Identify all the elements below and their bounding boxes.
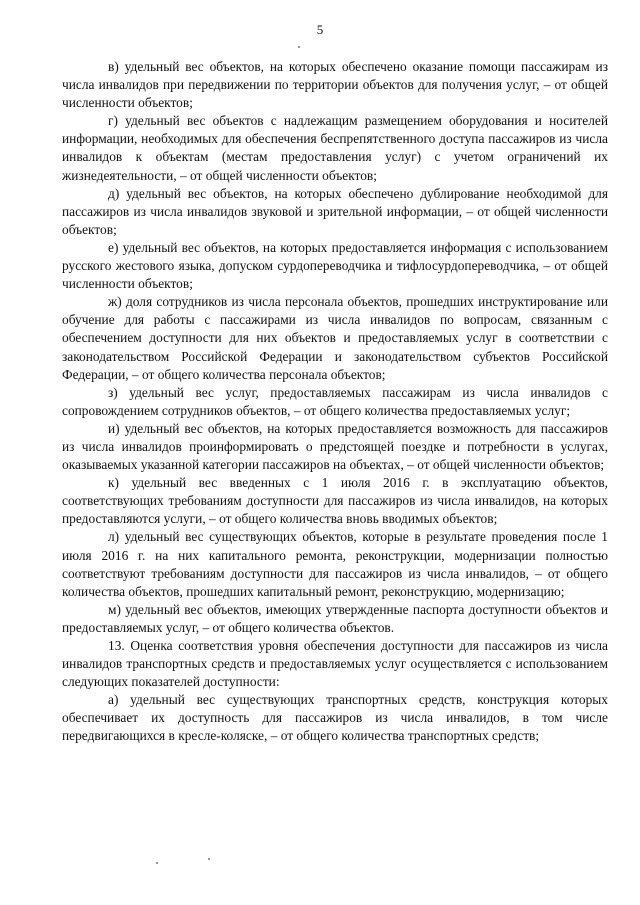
paragraph-d: д) удельный вес объектов, на которых обеспечено дублирование необходимой для пассажиров из числа инвалидов звуковой и зрительной информации, – от общей численности объектов; <box>62 185 608 237</box>
document-body <box>62 58 608 746</box>
paragraph-k: к) удельный вес введенных с 1 июля 2016 г. в эксплуатацию объектов, соответствующих требованиям доступности для пассажиров из числа инвалидов, на которых предоставляются услуги, – от общего количества вновь вводимых объектов; <box>62 475 608 527</box>
paragraph-m: м) удельный вес объектов, имеющих утвержденные паспорта доступности объектов и предоставляемых услуг, – от общего количества объектов. <box>62 601 608 635</box>
paragraph-13: 13. Оценка соответствия уровня обеспечения доступности для пассажиров из числа инвалидов транспортных средств и предоставляемых услуг осуществляется с использованием следующих показателей доступности: <box>62 638 608 690</box>
paragraph-i: и) удельный вес объектов, на которых предоставляется возможность для пассажиров из числа инвалидов проинформировать о предстоящей поездке и потребности в услугах, оказываемых указанной категории пассажиров на объектах, – от общей численности объектов; <box>62 420 608 473</box>
paragraph-v: в) удельный вес объектов, на которых обеспечено оказание помощи пассажирам из числа инвалидов при передвижении по территории объектов для получения услуг, – от общей численности объектов; <box>62 59 608 111</box>
paragraph-z: з) удельный вес услуг, предоставляемых пассажирам из числа инвалидов с сопровождением сотрудников объектов, – от общего количества предоставляемых услуг; <box>62 384 608 418</box>
scan-speck <box>298 46 300 48</box>
scan-speck <box>208 858 210 860</box>
paragraph-zh: ж) доля сотрудников из числа персонала объектов, прошедших инструктирование или обучение для работы с пассажирами из числа инвалидов по вопросам, связанным с обеспечением доступности для них объектов и предоставляемых услуг в соответствии с законодательством Российской Федерации и законодательством субъектов Российской Федерации, – от общего количества персонала объектов; <box>62 294 608 382</box>
paragraph-e: е) удельный вес объектов, на которых предоставляется информация с использованием русского жестового языка, допуском сурдопереводчика и тифлосурдопереводчика, – от общей численности объектов; <box>62 239 608 292</box>
paragraph-a: а) удельный вес существующих транспортных средств, конструкция которых обеспечивает их доступность для пассажиров из числа инвалидов, в том числе передвигающихся в кресле-коляске, – от общего количества транспортных средств; <box>62 692 608 744</box>
paragraph-g: г) удельный вес объектов с надлежащим размещением оборудования и носителей информации, необходимых для обеспечения беспрепятственного доступа пассажиров из числа инвалидов к объектам (местам предоставления услуг) с учетом ограничений их жизнедеятельности, – от общей численности объектов; <box>62 113 608 183</box>
page-number: 5 <box>316 22 324 37</box>
scan-speck <box>156 862 158 864</box>
paragraph-l: л) удельный вес существующих объектов, которые в результате проведения после 1 июля 2016 г. на них капитального ремонта, реконструкции, модернизации полностью соответствуют требованиям доступности для пассажиров из числа инвалидов, – от общего количества объектов, прошедших капитальный ремонт, реконструкцию, модернизацию; <box>62 529 608 599</box>
